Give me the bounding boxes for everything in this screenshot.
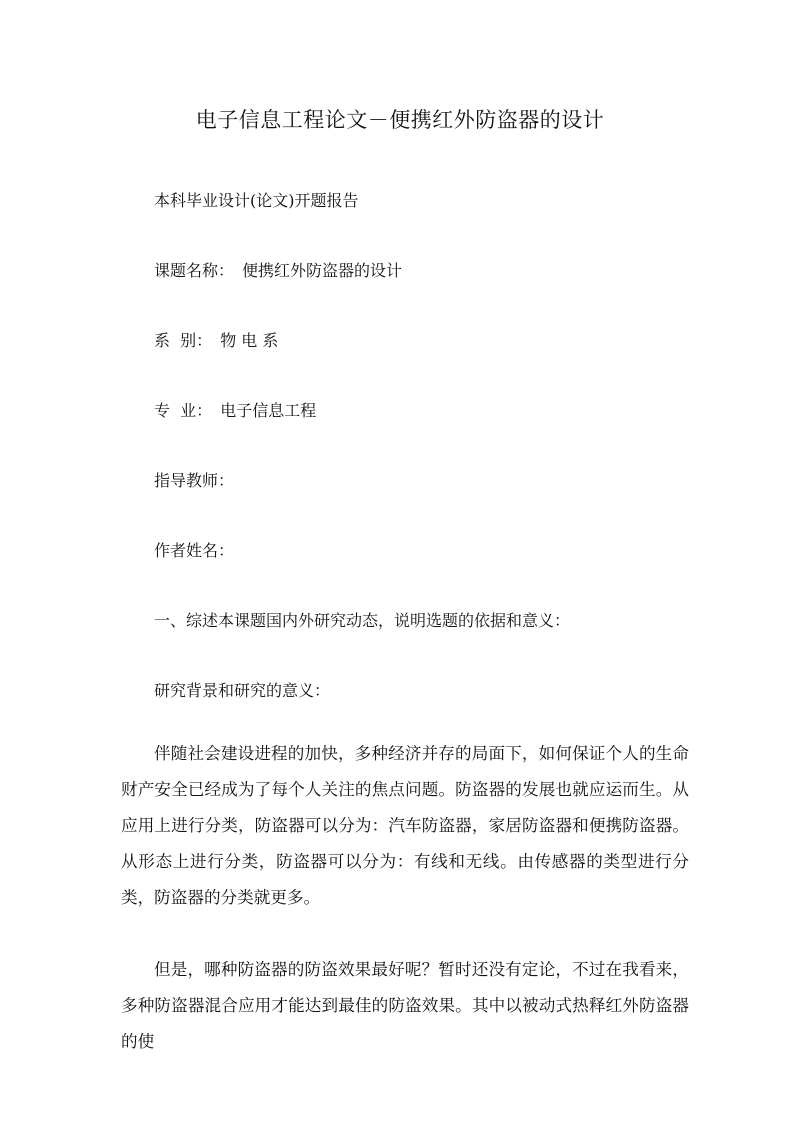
- advisor-label: 指导教师：: [154, 471, 235, 490]
- author-row: [154, 538, 234, 561]
- topic-value: 便携红外防盗器的设计: [242, 261, 403, 280]
- document-title: 电子信息工程论文－便携红外防盗器的设计: [195, 108, 605, 132]
- department-row: [154, 328, 278, 351]
- body-paragraph: 但是，哪种防盗器的防盗效果最好呢？暂时还没有定论，不过在我看来，多种防盗器混合应用才能达到最佳的防盗效果。其中以被动式热释红外防盗器的使: [121, 960, 689, 1051]
- advisor-row: [154, 468, 234, 491]
- major-label: 专 业：: [154, 401, 213, 420]
- body-paragraph: 伴随社会建设进程的加快，多种经济并存的局面下，如何保证个人的生命财产安全已经成为了每个人关注的焦点问题。防盗器的发展也就应运而生。从应用上进行分类，防盗器可以分为：汽车防盗器，家居防盗器和便携防盗器。从形态上进行分类，防盗器可以分为：有线和无线。由传感器的类型进行分类，防盗器的分类就更多。: [121, 744, 689, 907]
- major-row: [154, 398, 316, 421]
- department-value: 物 电 系: [220, 331, 279, 350]
- subsection-heading: 研究背景和研究的意义：: [154, 681, 331, 700]
- section-heading: 一、综述本课题国内外研究动态，说明选题的依据和意义：: [154, 611, 571, 630]
- department-label: 系 别：: [154, 331, 213, 350]
- author-label: 作者姓名：: [154, 541, 235, 560]
- report-heading: 本科毕业设计(论文)开题报告: [154, 191, 359, 210]
- topic-row: [154, 258, 402, 281]
- major-value: 电子信息工程: [220, 401, 317, 420]
- topic-label: 课题名称：: [154, 261, 235, 280]
